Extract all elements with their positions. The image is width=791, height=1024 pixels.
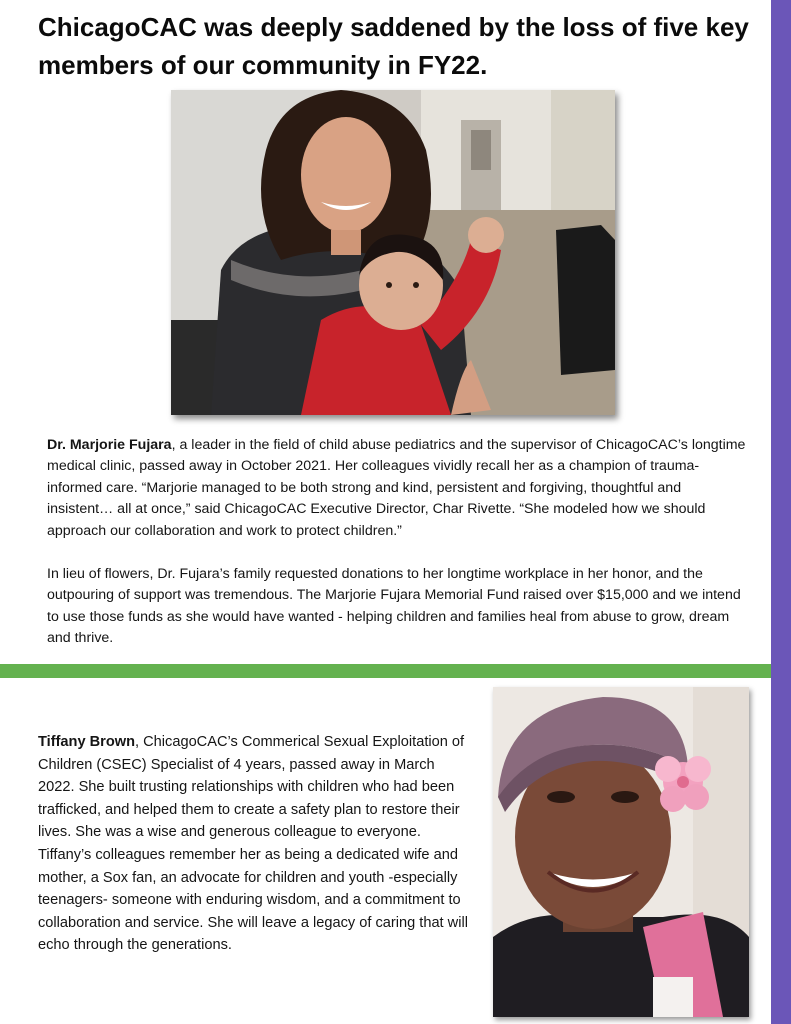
brown-paragraph [38,731,470,957]
brown-name: Tiffany Brown [38,734,136,750]
photo-woman-holding-baby [171,90,615,415]
fujara-paragraph-1 [47,435,747,542]
page-headline: ChicagoCAC was deeply saddened by the loss of five key members of our community in FY22. [38,12,749,80]
fujara-name: Dr. Marjorie Fujara [47,437,172,453]
brown-text: , ChicagoCAC’s Commerical Sexual Exploitation of Children (CSEC) Specialist of 4 years, passed away in March 2022. She built trusting relationships with children who had been trafficked, and helped them to create a safety plan to restore their lives. She was a wise and generous colleague to everyone. Tiffany’s colleagues remember her as being a dedicated wife and mother, a Sox fan, an advocate for children and youth -especially teenagers- someone with enduring wisdom, and a commitment to collaboration and service. She will leave a legacy of caring that will echo through the generations. [38,734,468,954]
fujara-paragraph-2: In lieu of flowers, Dr. Fujara’s family requested donations to her longtime workplace in her honor, and the outpouring of support was tremendous. The Marjorie Fujara Memorial Fund raised over $15,000 and we intend to use those funds as she would have wanted - helping children and families heal from abuse to grow, dream and thrive. [47,566,741,647]
fujara-text-1: , a leader in the field of child abuse pediatrics and the supervisor of ChicagoCAC’s longtime medical clinic, passed away in October 2021. Her colleagues vividly recall her as a champion of trauma-informed care. “Marjorie managed to be both strong and kind, persistent and forgiving, thoughtful and insistent… all at once,” said ChicagoCAC Executive Director, Char Rivette. “She modeled how we should approach our collaboration and work to protect children.” [47,437,746,539]
purple-side-bar [771,0,791,1024]
green-divider [0,664,771,678]
photo-woman-with-headwrap [493,687,749,1017]
